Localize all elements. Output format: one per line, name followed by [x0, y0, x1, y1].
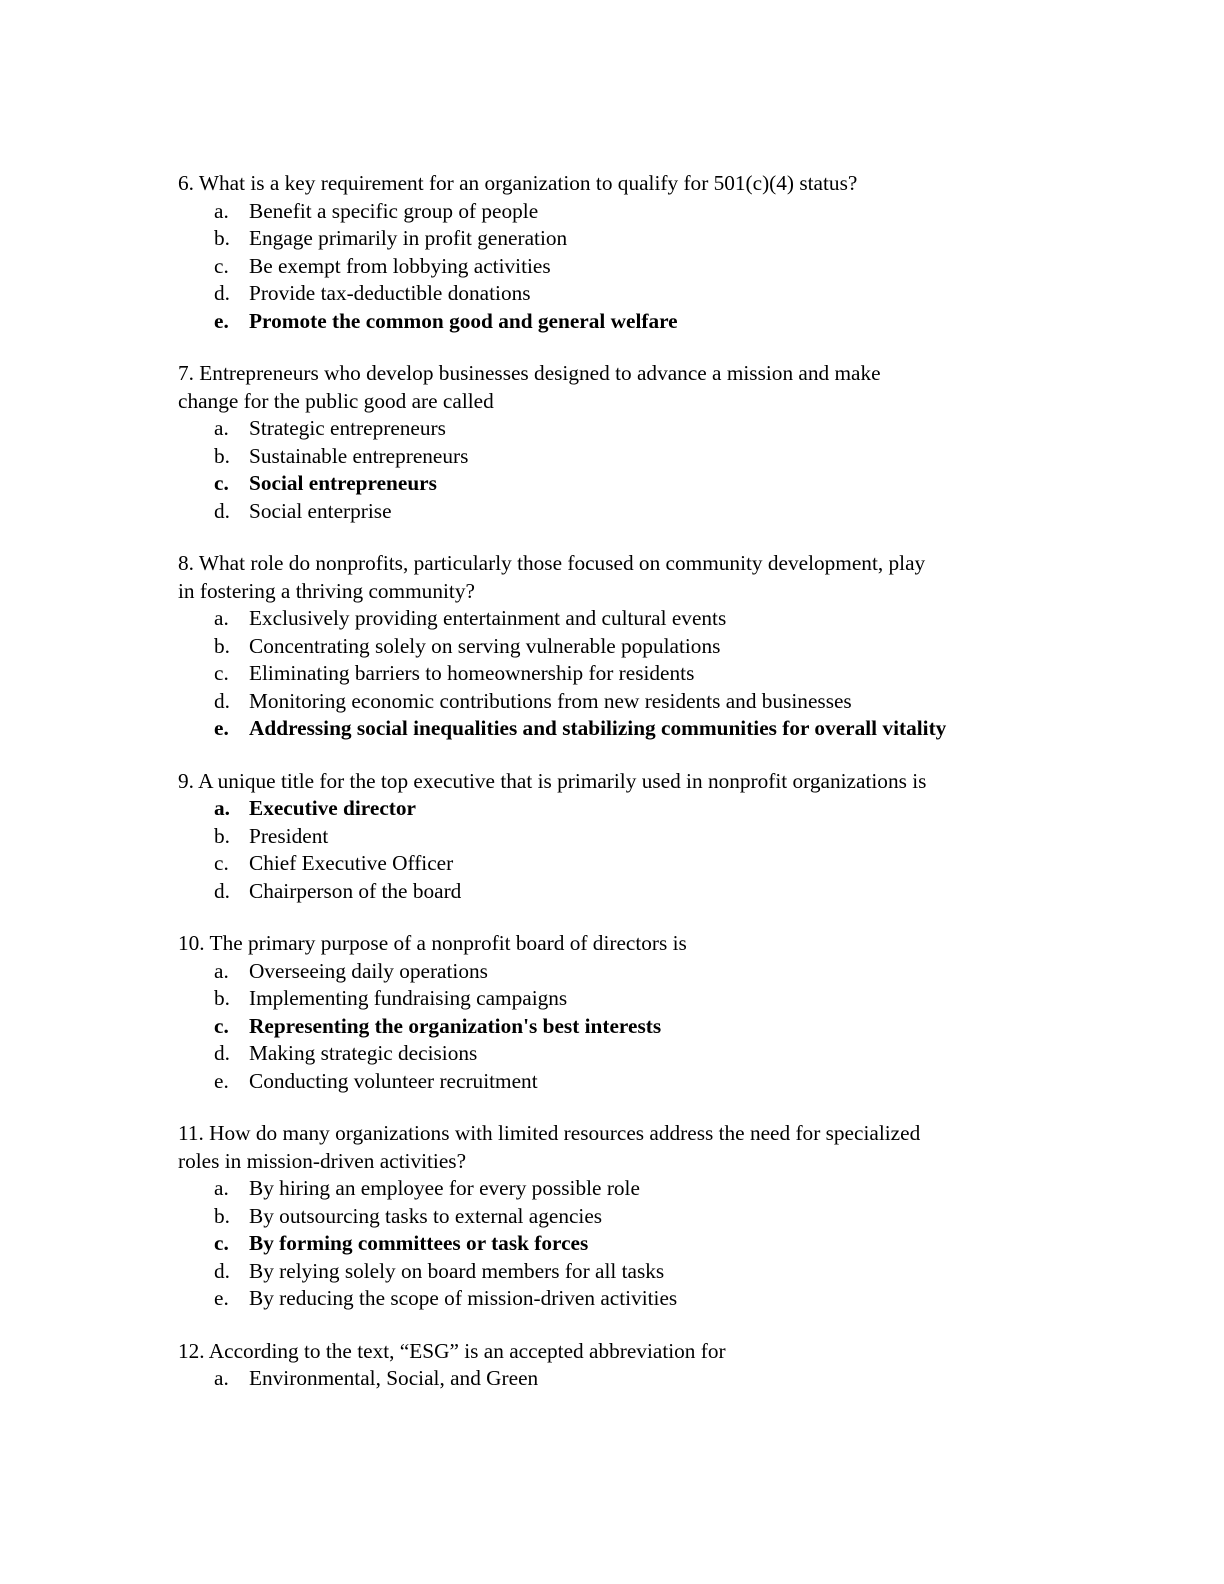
option-item: [178, 443, 1058, 471]
question-text: 10. The primary purpose of a nonprofit board of directors is: [178, 931, 687, 955]
option-item: [178, 1203, 1058, 1231]
option-text: Representing the organization's best interests: [249, 1013, 662, 1038]
option-item: [178, 1068, 1058, 1096]
option-item: [178, 605, 1058, 633]
question-text: 11. How do many organizations with limited resources address the need for specialized roles in mission-driven activities?: [178, 1121, 921, 1173]
option-letter: d.: [214, 498, 230, 523]
option-text: President: [249, 823, 329, 848]
option-letter: d.: [214, 281, 230, 305]
option-letter: d.: [214, 1258, 230, 1283]
option-item: [178, 958, 1058, 986]
option-text: Social entrepreneurs: [249, 471, 437, 495]
question-text: 9. A unique title for the top executive that is primarily used in nonprofit organizations is: [178, 768, 927, 793]
option-text: Making strategic decisions: [249, 1041, 478, 1065]
option-list: [178, 415, 1058, 525]
option-text: Eliminating barriers to homeownership for residents: [249, 661, 695, 685]
option-letter: a.: [214, 958, 229, 983]
option-item: [178, 198, 1058, 226]
option-letter: a.: [214, 1366, 229, 1390]
option-text: Chairperson of the board: [249, 878, 462, 903]
question-8: [178, 550, 1058, 743]
option-item: [178, 1175, 1058, 1203]
option-letter: b.: [214, 986, 230, 1010]
option-list: [178, 605, 1058, 743]
option-text: Promote the common good and general welfare: [249, 308, 678, 333]
option-item: [178, 1258, 1058, 1286]
option-item: [178, 498, 1058, 526]
option-item: [178, 1040, 1058, 1068]
option-letter: d.: [214, 878, 230, 903]
option-text: By outsourcing tasks to external agencies: [249, 1203, 603, 1228]
option-letter: c.: [214, 1013, 229, 1038]
option-item: [178, 280, 1058, 308]
option-text: Sustainable entrepreneurs: [249, 443, 469, 468]
option-letter: e.: [214, 716, 229, 740]
option-item: [178, 985, 1058, 1013]
option-letter: c.: [214, 471, 229, 495]
option-text: Conducting volunteer recruitment: [249, 1068, 538, 1093]
option-text: Strategic entrepreneurs: [249, 416, 446, 440]
option-letter: b.: [214, 1203, 230, 1228]
option-text: By relying solely on board members for all tasks: [249, 1258, 665, 1283]
option-item: [178, 850, 1058, 878]
option-item: [178, 1365, 1058, 1393]
option-letter: e.: [214, 1286, 229, 1310]
option-item: [178, 660, 1058, 688]
option-text: Social enterprise: [249, 498, 392, 523]
option-letter: b.: [214, 633, 230, 658]
option-item: [178, 1013, 1058, 1041]
option-letter: a.: [214, 198, 229, 223]
option-item: [178, 795, 1058, 823]
option-list: [178, 958, 1058, 1096]
option-letter: c.: [214, 253, 229, 278]
option-text: Chief Executive Officer: [249, 851, 454, 875]
option-letter: e.: [214, 1068, 229, 1093]
option-letter: a.: [214, 796, 230, 820]
option-letter: b.: [214, 823, 230, 848]
option-text: Implementing fundraising campaigns: [249, 986, 568, 1010]
option-item: [178, 688, 1058, 716]
question-12: [178, 1338, 1058, 1393]
option-letter: c.: [214, 851, 229, 875]
option-text: Provide tax-deductible donations: [249, 281, 531, 305]
option-list: [178, 198, 1058, 336]
option-item: [178, 1285, 1058, 1313]
option-item: [178, 878, 1058, 906]
option-letter: d.: [214, 1041, 230, 1065]
option-text: Benefit a specific group of people: [249, 198, 539, 223]
option-text: By reducing the scope of mission-driven activities: [249, 1286, 678, 1310]
option-item: [178, 633, 1058, 661]
option-text: Executive director: [249, 796, 416, 820]
option-letter: d.: [214, 688, 230, 713]
option-text: By hiring an employee for every possible role: [249, 1176, 640, 1200]
document-page: [178, 170, 1058, 1418]
question-text: 7. Entrepreneurs who develop businesses designed to advance a mission and make change for the public good are called: [178, 361, 881, 413]
option-text: Addressing social inequalities and stabilizing communities for overall vitality: [249, 716, 947, 740]
option-item: [178, 308, 1058, 336]
option-item: [178, 1230, 1058, 1258]
option-item: [178, 253, 1058, 281]
option-text: Be exempt from lobbying activities: [249, 253, 551, 278]
option-letter: b.: [214, 226, 230, 250]
option-item: [178, 823, 1058, 851]
question-7: [178, 360, 1058, 525]
question-11: [178, 1120, 1058, 1313]
option-text: By forming committees or task forces: [249, 1231, 589, 1255]
option-list: [178, 1175, 1058, 1313]
option-item: [178, 225, 1058, 253]
option-text: Environmental, Social, and Green: [249, 1366, 539, 1390]
option-item: [178, 715, 1058, 743]
question-text: 6. What is a key requirement for an organization to qualify for 501(c)(4) status?: [178, 171, 858, 195]
option-letter: a.: [214, 606, 229, 630]
question-10: [178, 930, 1058, 1095]
option-letter: a.: [214, 416, 229, 440]
option-text: Exclusively providing entertainment and cultural events: [249, 606, 727, 630]
option-letter: c.: [214, 661, 229, 685]
question-6: [178, 170, 1058, 335]
option-letter: b.: [214, 443, 230, 468]
option-item: [178, 415, 1058, 443]
option-text: Overseeing daily operations: [249, 958, 488, 983]
option-text: Engage primarily in profit generation: [249, 226, 568, 250]
question-text: 12. According to the text, “ESG” is an accepted abbreviation for: [178, 1338, 726, 1363]
option-text: Monitoring economic contributions from new residents and businesses: [249, 688, 852, 713]
option-list: [178, 1365, 1058, 1393]
option-letter: c.: [214, 1231, 229, 1255]
question-text: 8. What role do nonprofits, particularly those focused on community development, play in fostering a thriving community?: [178, 551, 926, 603]
option-letter: a.: [214, 1176, 229, 1200]
option-item: [178, 470, 1058, 498]
question-9: [178, 768, 1058, 906]
option-text: Concentrating solely on serving vulnerable populations: [249, 633, 721, 658]
option-list: [178, 795, 1058, 905]
option-letter: e.: [214, 308, 229, 333]
